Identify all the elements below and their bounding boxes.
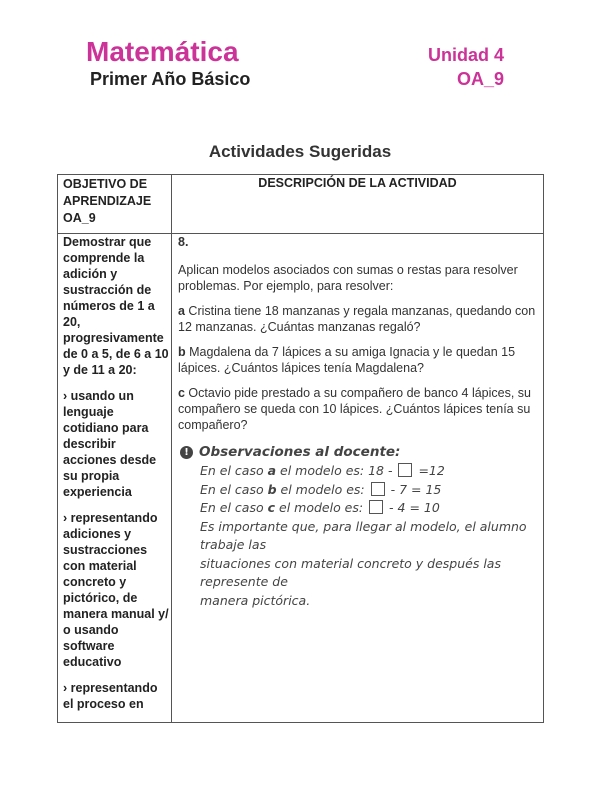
page-header bbox=[86, 36, 514, 96]
problem-a bbox=[178, 303, 537, 335]
case-mid: el modelo es: bbox=[276, 481, 369, 497]
activity-table bbox=[57, 174, 544, 723]
exclamation-circle-icon: ! bbox=[180, 446, 193, 459]
observation-note-line: situaciones con material concreto y después las represente de bbox=[200, 555, 501, 589]
case-prefix: En el caso bbox=[200, 463, 268, 478]
objectives-cell bbox=[58, 234, 172, 723]
case-mid: el modelo es: bbox=[275, 500, 368, 515]
objective-header-line: OBJETIVO DE bbox=[63, 177, 148, 191]
case-prefix: En el caso bbox=[200, 481, 268, 497]
observation-note-line: Es importante que, para llegar al modelo, el alumno trabaje las bbox=[200, 518, 527, 552]
section-title: Actividades Sugeridas bbox=[208, 142, 392, 161]
activity-intro: Aplican modelos asociados con sumas o restas para resolver problemas. Por ejemplo, para resolver: bbox=[178, 263, 518, 293]
problem-b bbox=[178, 344, 537, 376]
equation-after: =12 bbox=[414, 463, 445, 478]
subject-title: Matemática bbox=[86, 36, 239, 67]
observations-title bbox=[178, 442, 537, 462]
case-letter: b bbox=[267, 481, 277, 497]
objective-bullet: › representando adiciones y sustracciones con material concreto y pictórico, de manera manual y/ o usando software educativo bbox=[63, 511, 169, 669]
teacher-observations bbox=[178, 442, 537, 610]
activity-number: 8. bbox=[178, 235, 189, 249]
table-header-row bbox=[58, 175, 544, 234]
equation-after: - 4 = 10 bbox=[385, 500, 440, 515]
description-cell bbox=[172, 234, 544, 723]
problem-c bbox=[178, 385, 537, 433]
problem-letter: a bbox=[178, 304, 185, 318]
problem-text: Cristina tiene 18 manzanas y regala manzanas, quedando con 12 manzanas. ¿Cuántas manzanas regaló? bbox=[178, 304, 536, 334]
objective-bullet: › representando el proceso en bbox=[63, 681, 158, 711]
case-prefix: En el caso bbox=[200, 500, 268, 515]
objective-header bbox=[58, 175, 172, 234]
grade-level: Primer Año Básico bbox=[90, 69, 251, 89]
case-mid: el modelo es: bbox=[276, 463, 369, 478]
table-body-row bbox=[58, 234, 544, 723]
observations-title-text: Observaciones al docente: bbox=[199, 444, 401, 460]
description-header: DESCRIPCIÓN DE LA ACTIVIDAD bbox=[172, 175, 544, 234]
case-letter: c bbox=[267, 500, 276, 515]
oa-label: OA_9 bbox=[456, 69, 504, 89]
objective-text: Demostrar que comprende la adición y sustracción de números de 1 a 20, progresivamente de 0 a 5, de 6 a 10 y de 11 a 20: bbox=[63, 235, 169, 377]
case-letter: a bbox=[267, 463, 277, 478]
equation-after: - 7 = 15 bbox=[386, 481, 442, 497]
problem-text: Magdalena da 7 lápices a su amiga Ignacia y le quedan 15 lápices. ¿Cuántos lápices tenía Magdalena? bbox=[178, 345, 516, 375]
objective-header-line: APRENDIZAJE bbox=[63, 194, 152, 208]
model-case-a bbox=[178, 462, 537, 481]
objective-header-line: OA_9 bbox=[63, 211, 96, 225]
blank-box bbox=[371, 482, 385, 496]
model-case-b bbox=[178, 481, 537, 500]
equation-before: 18 - bbox=[368, 463, 397, 478]
problem-text: Octavio pide prestado a su compañero de banco 4 lápices, su compañero se queda con 10 lápices. ¿Cuántos lápices tenía su compañero? bbox=[178, 386, 531, 432]
blank-box bbox=[398, 463, 412, 477]
blank-box bbox=[369, 500, 383, 514]
problem-letter: c bbox=[178, 386, 185, 400]
observation-note-line: manera pictórica. bbox=[200, 592, 311, 608]
model-case-c bbox=[178, 499, 537, 518]
unit-label: Unidad 4 bbox=[427, 45, 504, 65]
problem-letter: b bbox=[178, 345, 186, 359]
objective-bullet: › usando un lenguaje cotidiano para describir acciones desde su propia experiencia bbox=[63, 389, 157, 499]
